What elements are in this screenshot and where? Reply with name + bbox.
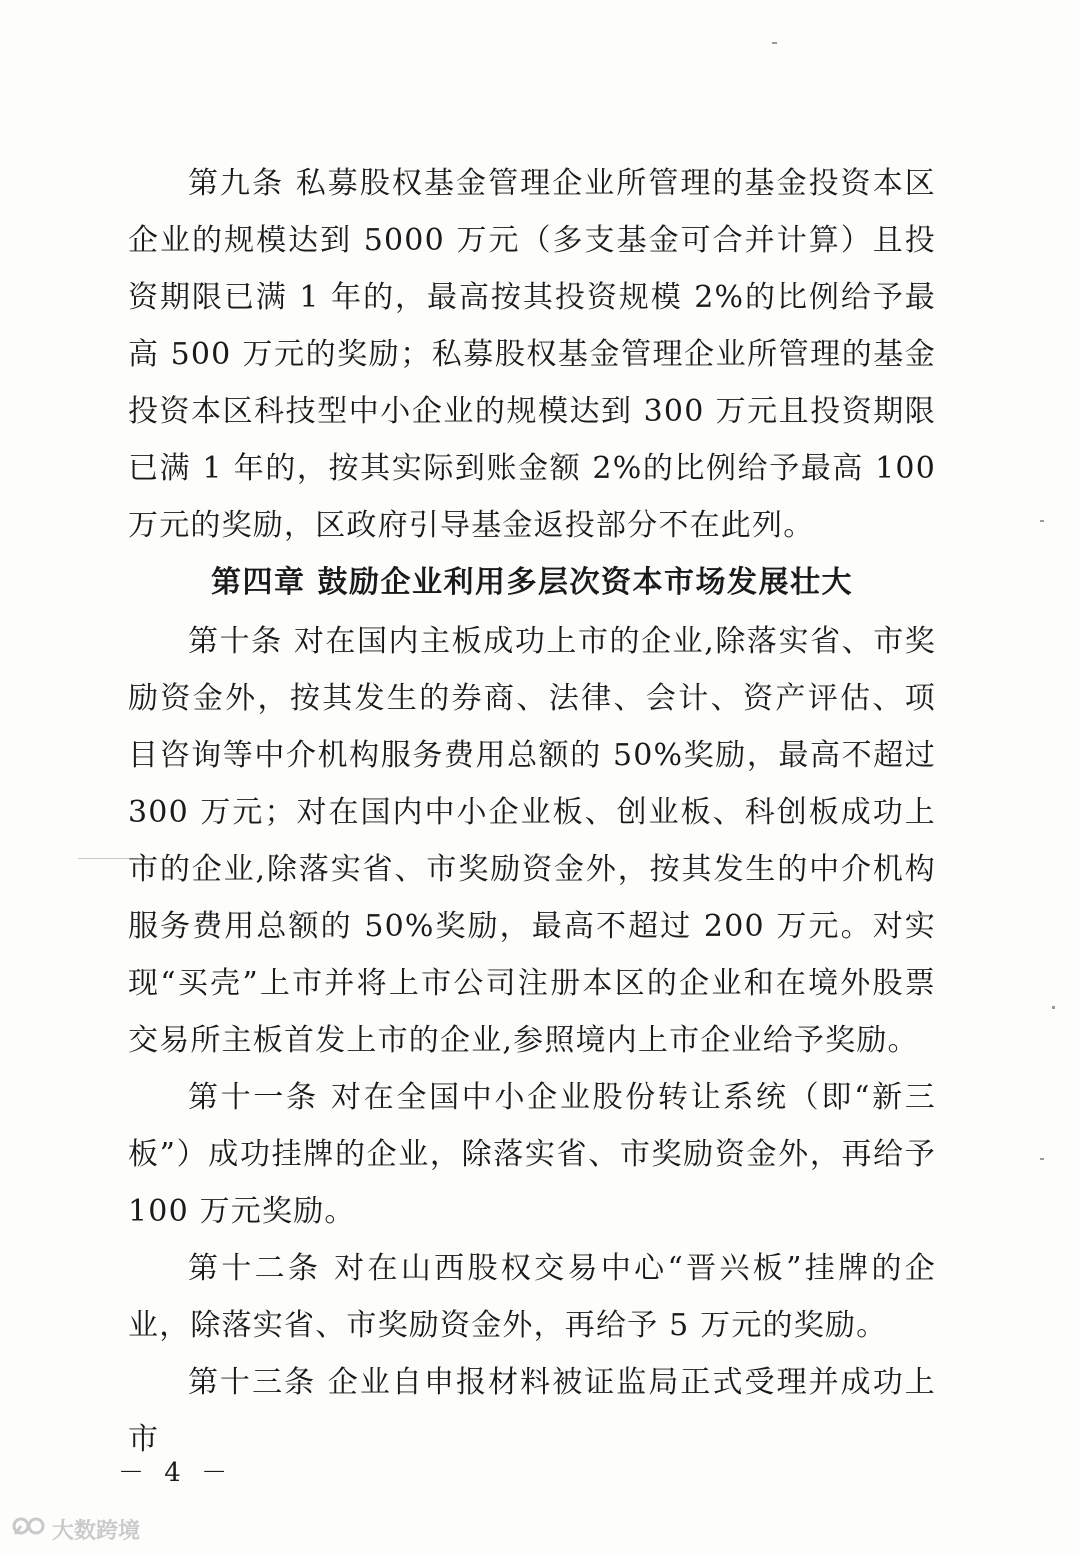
scan-speck [1052,1006,1055,1009]
chapter-4-articles [128,613,936,1468]
article-11-paragraph: 第十一条 对在全国中小企业股份转让系统（即“新三板”）成功挂牌的企业，除落实省、市奖励资金外，再给予 100 万元奖励。 [128,1080,936,1229]
watermark-logo-icon [12,1512,46,1546]
article-9-block [128,155,936,554]
scan-speck [772,42,777,44]
page-number: － 4 － [118,1458,234,1488]
scan-speck [1040,1158,1044,1160]
chapter-heading: 第四章 鼓励企业利用多层次资本市场发展壮大 [211,565,853,600]
watermark-text: 大数跨境 [52,1518,141,1544]
watermark [12,1512,140,1546]
article-9-paragraph: 第九条 私募股权基金管理企业所管理的基金投资本区企业的规模达到 5000 万元（多支基金可合并计算）且投资期限已满 1 年的，最高按其投资规模 2%的比例给予最高 500 万元的奖励；私募股权基金管理企业所管理的基金投资本区科技型中小企业的规模达到 300 万元且投资期限已满 1 年的，按其实际到账金额 2%的比例给予最高 100 万元的奖励，区政府引导基金返投部分不在此列。 [128,166,936,543]
scan-speck [1040,520,1044,522]
article-13-paragraph: 第十三条 企业自申报材料被证监局正式受理并成功上市 [128,1365,936,1457]
article-10-paragraph: 第十条 对在国内主板成功上市的企业,除落实省、市奖励资金外，按其发生的券商、法律、会计、资产评估、项目咨询等中介机构服务费用总额的 50%奖励，最高不超过 300 万元；对在国内中小企业板、创业板、科创板成功上市的企业,除落实省、市奖励资金外，按其发生的中介机构服务费用总额的 50%奖励，最高不超过 200 万元。对实现“买壳”上市并将上市公司注册本区的企业和在境外股票交易所主板首发上市的企业,参照境内上市企业给予奖励。 [128,624,936,1058]
article-12-paragraph: 第十二条 对在山西股权交易中心“晋兴板”挂牌的企业，除落实省、市奖励资金外，再给予 5 万元的奖励。 [128,1251,936,1343]
